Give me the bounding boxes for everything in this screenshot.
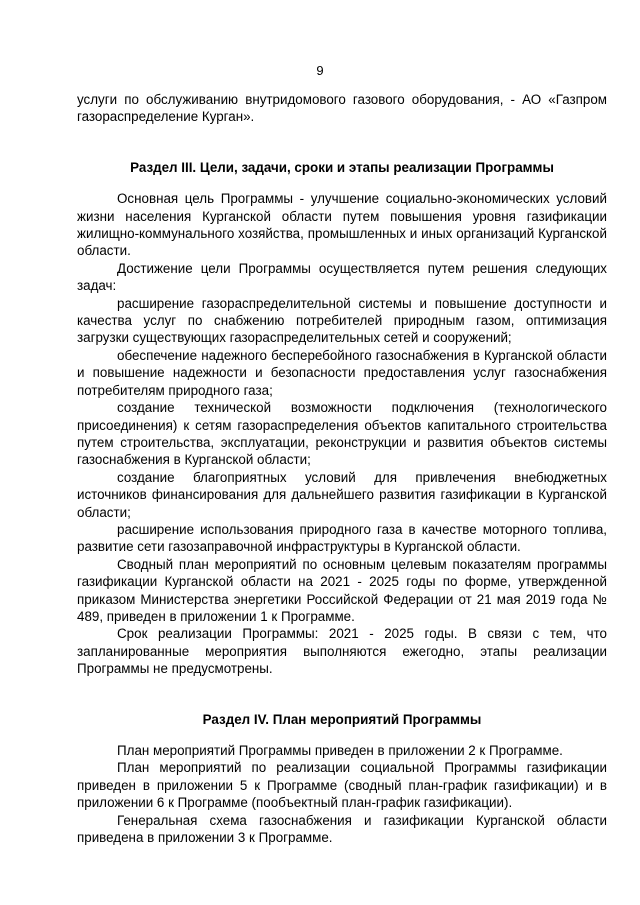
section-3-paragraph: Сводный план мероприятий по основным целевым показателям программы газификации Курганской области на 2021 - 2025 годы по форме, утвержденной приказом Министерства энергетики Российской Федерации от 21 мая 2019 года № 489, приведен в приложении 1 к Программе. (77, 556, 607, 624)
section-4-paragraph: План мероприятий Программы приведен в приложении 2 к Программе. (117, 743, 563, 758)
task-list-item: обеспечение надежного бесперебойного газоснабжения в Курганской области и повышение надежности и безопасности предоставления услуг газоснабжения потребителям природного газа; (77, 347, 607, 398)
intro-paragraph: услуги по обслуживанию внутридомового газового оборудования, - АО «Газпром газораспределение Курган». (77, 92, 607, 125)
task-list-item: создание технической возможности подключения (технологического присоединения) к сетям газораспределения объектов капитального строительства путем строительства, эксплуатации, реконструкции и развития объектов системы газоснабжения в Курганской области; (77, 400, 607, 468)
section-3-title: Раздел III. Цели, задачи, сроки и этапы реализации Программы (130, 159, 554, 175)
section-3-paragraph: Достижение цели Программы осуществляется путем решения следующих задач: (77, 260, 607, 294)
section-4-paragraph: План мероприятий по реализации социальной Программы газификации приведен в приложении 5 к Программе (сводный план-график газификации) и в приложении 6 к Программе (пообъектный план-график газификации). (77, 760, 607, 811)
section-3-paragraph: Срок реализации Программы: 2021 - 2025 годы. В связи с тем, что запланированные мероприятия выполняются ежегодно, этапы реализации Программы не предусмотрены. (77, 626, 607, 677)
document-body (77, 91, 607, 846)
task-list-item: создание благоприятных условий для привлечения внебюджетных источников финансирования для дальнейшего развития газификации в Курганской области; (77, 469, 607, 520)
section-3-paragraph: Основная цель Программы - улучшение социально-экономических условий жизни населения Курганской области путем повышения уровня газификации жилищно-коммунального хозяйства, промышленных и иных организаций Курганской области. (77, 191, 607, 259)
section-4-title: Раздел IV. План мероприятий Программы (202, 711, 482, 727)
task-list-item: расширение газораспределительной системы и повышение доступности и качества услуг по снабжению потребителей природным газом, оптимизация загрузки существующих газораспределительных сетей и сооружений; (77, 295, 607, 346)
section-4-paragraph: Генеральная схема газоснабжения и газификации Курганской области приведена в приложении 3 к Программе. (77, 812, 607, 846)
page-number: 9 (316, 63, 324, 78)
task-list-item: расширение использования природного газа в качестве моторного топлива, развитие сети газозаправочной инфраструктуры в Курганской области. (77, 521, 607, 555)
